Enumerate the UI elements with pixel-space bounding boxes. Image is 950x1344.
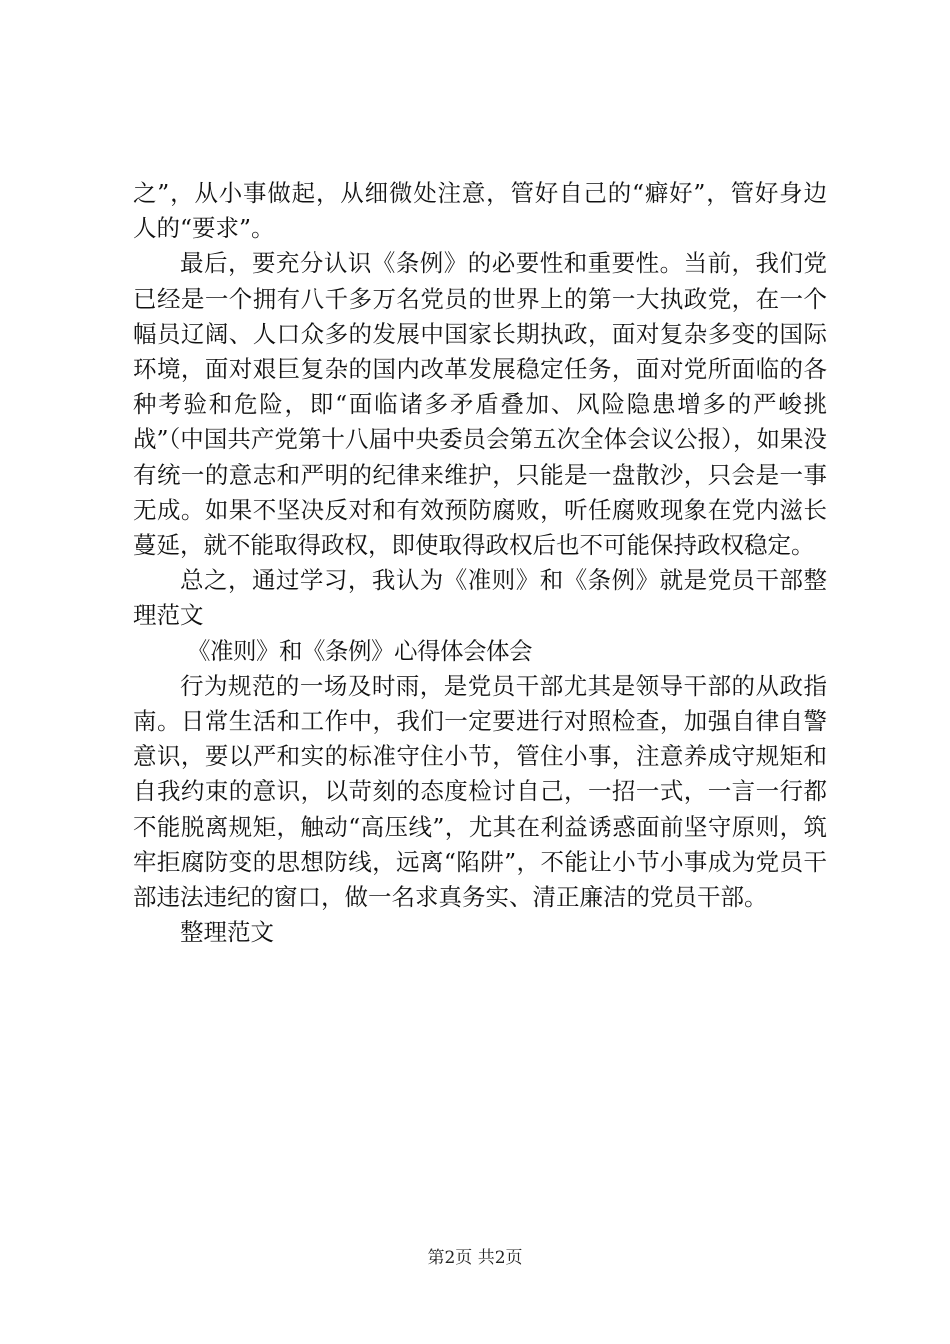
page-number: 第2页 共2页 [427, 1248, 523, 1268]
paragraph-continuation: 之”，从小事做起，从细微处注意，管好自己的“癖好”，管好身边人的“要求”。 [133, 179, 827, 243]
paragraph-closing-note: 整理范文 [180, 918, 274, 947]
paragraph-guidance: 行为规范的一场及时雨，是党员干部尤其是领导干部的从政指南。日常生活和工作中，我们一定要进行对照检查，加强自律自警意识，要以严和实的标准守住小节，管住小事，注意养成守规矩和自我约束的意识，以苛刻的态度检讨自己，一招一式，一言一行都不能脱离规矩，触动“高压线”，尤其在利益诱惑面前坚守原则，筑牢拒腐防变的思想防线，远离“陷阱”，不能让小节小事成为党员干部违法违纪的窗口，做一名求真务实、清正廉洁的党员干部。 [133, 671, 827, 912]
section-heading: 《准则》和《条例》心得体会体会 [187, 636, 532, 665]
paragraph-necessity: 最后，要充分认识《条例》的必要性和重要性。当前，我们党已经是一个拥有八千多万名党员的世界上的第一大执政党，在一个幅员辽阔、人口众多的发展中国家长期执政，面对复杂多变的国际环境，面对艰巨复杂的国内改革发展稳定任务，面对党所面临的各种考验和危险，即“面临诸多矛盾叠加、风险隐患增多的严峻挑战”（中国共产党第十八届中央委员会第五次全体会议公报），如果没有统一的意志和严明的纪律来维护，只能是一盘散沙，只会是一事无成。如果不坚决反对和有效预防腐败，听任腐败现象在党内滋长蔓延，就不能取得政权，即使取得政权后也不可能保持政权稳定。 [133, 249, 827, 560]
document-body [133, 176, 827, 950]
paragraph-conclusion: 总之，通过学习，我认为《准则》和《条例》就是党员干部整理范文 [133, 566, 827, 630]
page-footer [0, 1243, 950, 1268]
